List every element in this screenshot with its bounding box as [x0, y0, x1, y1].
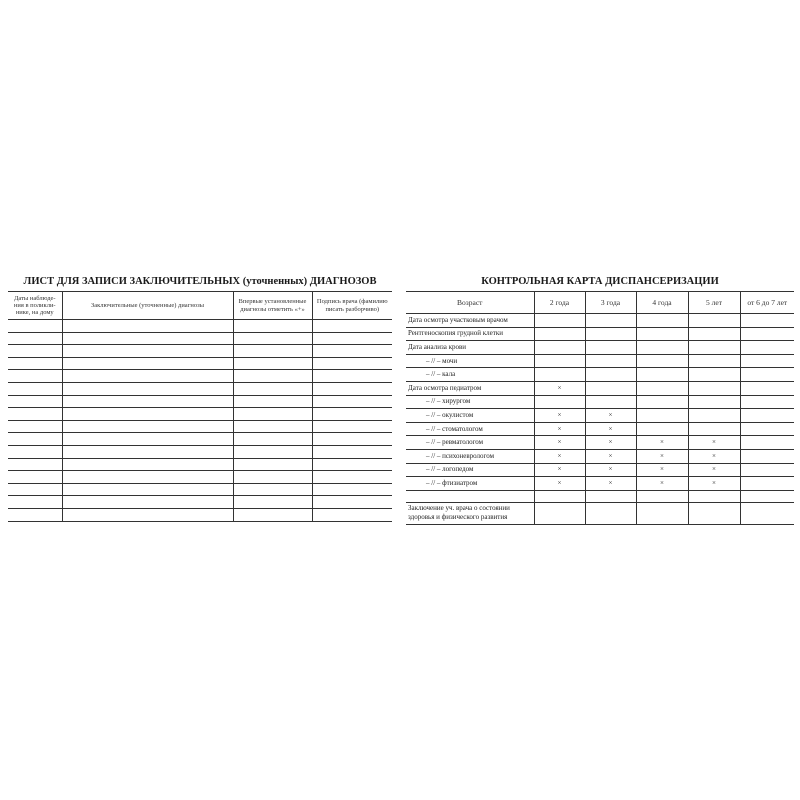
dispensary-row — [406, 327, 794, 341]
diagnosis-entry-row — [8, 370, 392, 383]
dispensary-mark-cell — [688, 368, 740, 382]
diagnosis-entry-row — [8, 508, 392, 521]
dispensary-mark-cell — [688, 314, 740, 328]
dispensary-row-label: – // – окулистом — [406, 409, 534, 423]
diagnosis-entry-cell — [312, 471, 392, 484]
dispensary-mark-cell — [534, 327, 585, 341]
dispensary-mark-cell — [688, 341, 740, 355]
dispensary-mark-cell: × — [534, 409, 585, 423]
diagnosis-entry-cell — [62, 357, 233, 370]
column-header-age-6-7: от 6 до 7 лет — [740, 292, 794, 314]
dispensary-row — [406, 381, 794, 395]
diagnosis-entry-cell — [62, 345, 233, 358]
dispensary-mark-cell: × — [688, 463, 740, 477]
column-header-age-4: 4 года — [636, 292, 688, 314]
diagnosis-entry-cell — [233, 458, 312, 471]
diagnosis-entry-cell — [62, 395, 233, 408]
dispensary-mark-cell — [740, 422, 794, 436]
dispensary-mark-cell — [740, 436, 794, 450]
dispensary-row-label: – // – мочи — [406, 354, 534, 368]
diagnosis-entry-cell — [8, 496, 62, 509]
dispensary-mark-cell: × — [688, 477, 740, 491]
dispensary-mark-cell — [740, 327, 794, 341]
column-header-first-diagnosed: Впервые установленные диагнозы отметить «+» — [233, 292, 312, 320]
column-header-age-2: 2 года — [534, 292, 585, 314]
dispensary-row-label: – // – логопедом — [406, 463, 534, 477]
diagnosis-entry-cell — [233, 420, 312, 433]
diagnosis-entry-cell — [8, 445, 62, 458]
diagnosis-entry-cell — [233, 395, 312, 408]
diagnosis-entry-cell — [233, 345, 312, 358]
dispensary-mark-cell — [740, 368, 794, 382]
dispensary-mark-cell — [585, 314, 636, 328]
dispensary-mark-cell — [740, 449, 794, 463]
diagnosis-entry-cell — [8, 408, 62, 421]
diagnosis-entry-cell — [233, 320, 312, 333]
dispensary-row — [406, 463, 794, 477]
dispensary-conclusion-cell — [534, 502, 585, 524]
diagnosis-entry-cell — [312, 445, 392, 458]
left-sheet-title: ЛИСТ ДЛЯ ЗАПИСИ ЗАКЛЮЧИТЕЛЬНЫХ (уточненных) ДИАГНОЗОВ — [23, 276, 377, 287]
dispensary-row — [406, 354, 794, 368]
dispensary-mark-cell: × — [534, 381, 585, 395]
dispensary-mark-cell — [636, 409, 688, 423]
dispensary-mark-cell — [688, 354, 740, 368]
diagnosis-entry-cell — [312, 458, 392, 471]
dispensary-row — [406, 436, 794, 450]
diagnosis-entry-row — [8, 382, 392, 395]
diagnosis-entry-cell — [62, 508, 233, 521]
diagnosis-entry-row — [8, 320, 392, 333]
column-header-age: Возраст — [406, 292, 534, 314]
diagnosis-entry-cell — [8, 370, 62, 383]
diagnosis-entry-cell — [312, 320, 392, 333]
dispensary-blank-row — [406, 490, 794, 502]
dispensary-mark-cell — [740, 463, 794, 477]
dispensary-mark-cell — [688, 422, 740, 436]
dispensary-mark-cell: × — [585, 477, 636, 491]
diagnosis-entry-cell — [312, 332, 392, 345]
diagnosis-entry-cell — [312, 408, 392, 421]
diagnosis-entry-row — [8, 408, 392, 421]
diagnosis-entry-cell — [62, 445, 233, 458]
diagnosis-entry-cell — [312, 345, 392, 358]
diagnosis-entry-cell — [62, 408, 233, 421]
dispensary-mark-cell: × — [534, 436, 585, 450]
diagnosis-entry-cell — [8, 483, 62, 496]
right-sheet-title: КОНТРОЛЬНАЯ КАРТА ДИСПАНСЕРИЗАЦИИ — [481, 276, 719, 287]
diagnosis-entry-cell — [8, 345, 62, 358]
diagnosis-entry-cell — [8, 382, 62, 395]
dispensary-row-label: Дата осмотра педиатром — [406, 381, 534, 395]
final-diagnoses-table — [8, 291, 392, 522]
diagnosis-entry-cell — [312, 382, 392, 395]
dispensary-mark-cell — [636, 395, 688, 409]
diagnosis-entry-row — [8, 445, 392, 458]
diagnosis-entry-row — [8, 395, 392, 408]
dispensary-mark-cell: × — [585, 463, 636, 477]
dispensary-conclusion-cell — [636, 502, 688, 524]
diagnosis-entry-cell — [233, 496, 312, 509]
dispensary-mark-cell — [534, 368, 585, 382]
dispensary-mark-cell — [636, 422, 688, 436]
diagnosis-entry-cell — [8, 508, 62, 521]
diagnosis-entry-cell — [233, 332, 312, 345]
dispensary-mark-cell — [688, 395, 740, 409]
diagnosis-entry-cell — [62, 382, 233, 395]
dispensary-mark-cell: × — [636, 463, 688, 477]
dispensary-mark-cell — [740, 354, 794, 368]
diagnosis-entry-cell — [312, 395, 392, 408]
diagnosis-entry-row — [8, 471, 392, 484]
dispensary-row — [406, 314, 794, 328]
diagnosis-entry-cell — [312, 508, 392, 521]
diagnosis-entry-cell — [8, 320, 62, 333]
diagnosis-entry-cell — [8, 471, 62, 484]
dispensary-mark-cell — [534, 354, 585, 368]
dispensary-conclusion-cell — [688, 502, 740, 524]
diagnosis-entry-cell — [233, 471, 312, 484]
dispensary-mark-cell — [636, 327, 688, 341]
dispensary-row-label: Дата анализа крови — [406, 341, 534, 355]
dispensary-mark-cell — [534, 395, 585, 409]
dispensary-mark-cell — [740, 341, 794, 355]
diagnosis-entry-cell — [62, 420, 233, 433]
diagnosis-entry-cell — [8, 332, 62, 345]
dispensary-conclusion-cell — [740, 502, 794, 524]
dispensary-mark-cell — [740, 409, 794, 423]
diagnosis-entry-cell — [8, 420, 62, 433]
diagnosis-entry-cell — [8, 395, 62, 408]
dispensary-row — [406, 368, 794, 382]
dispensary-blank-cell — [585, 490, 636, 502]
dispensary-mark-cell — [688, 327, 740, 341]
diagnosis-entry-row — [8, 357, 392, 370]
dispensary-blank-cell — [406, 490, 534, 502]
dispensary-mark-cell — [636, 381, 688, 395]
dispensary-row-label: – // – стоматологом — [406, 422, 534, 436]
dispensary-row — [406, 341, 794, 355]
dispensary-mark-cell — [636, 368, 688, 382]
dispensary-mark-cell — [740, 477, 794, 491]
dispensary-mark-cell: × — [585, 422, 636, 436]
dispensary-mark-cell — [688, 409, 740, 423]
column-header-doctor-signature: Подпись врача (фамилию писать разборчиво) — [312, 292, 392, 320]
dispensary-row-label: – // – психоневрологом — [406, 449, 534, 463]
dispensary-row-label: – // – ревматологом — [406, 436, 534, 450]
diagnosis-entry-cell — [62, 471, 233, 484]
diagnosis-entry-cell — [233, 382, 312, 395]
dispensary-mark-cell — [636, 314, 688, 328]
diagnosis-entry-cell — [312, 496, 392, 509]
dispensary-mark-cell: × — [534, 422, 585, 436]
diagnosis-entry-row — [8, 420, 392, 433]
dispensary-mark-cell — [688, 381, 740, 395]
dispensary-mark-cell — [585, 368, 636, 382]
diagnosis-entry-row — [8, 496, 392, 509]
diagnosis-entry-cell — [62, 332, 233, 345]
dispensary-mark-cell — [740, 314, 794, 328]
diagnosis-entry-cell — [62, 433, 233, 446]
dispensary-blank-cell — [688, 490, 740, 502]
dispensary-mark-cell: × — [534, 477, 585, 491]
dispensary-mark-cell: × — [585, 436, 636, 450]
dispensary-mark-cell — [585, 341, 636, 355]
diagnosis-entry-cell — [62, 458, 233, 471]
dispensary-conclusion-cell — [585, 502, 636, 524]
dispensary-control-table — [406, 291, 794, 525]
diagnosis-entry-cell — [8, 458, 62, 471]
dispensary-mark-cell: × — [534, 463, 585, 477]
diagnosis-entry-cell — [233, 408, 312, 421]
dispensary-mark-cell: × — [585, 449, 636, 463]
dispensary-mark-cell — [585, 381, 636, 395]
dispensary-mark-cell: × — [688, 449, 740, 463]
dispensary-row-label: – // – хирургом — [406, 395, 534, 409]
diagnosis-entry-cell — [312, 483, 392, 496]
dispensary-row — [406, 449, 794, 463]
dispensary-row — [406, 409, 794, 423]
dispensary-conclusion-label: Заключение уч. врача о состоянии здоровья и физического развития — [406, 502, 534, 524]
diagnosis-entry-cell — [233, 433, 312, 446]
dispensary-row — [406, 422, 794, 436]
dispensary-mark-cell — [534, 314, 585, 328]
dispensary-row — [406, 477, 794, 491]
dispensary-blank-cell — [636, 490, 688, 502]
dispensary-mark-cell — [636, 354, 688, 368]
diagnosis-entry-cell — [62, 370, 233, 383]
dispensary-row-label: Дата осмотра участковым врачом — [406, 314, 534, 328]
dispensary-mark-cell — [534, 341, 585, 355]
dispensary-row-label: – // – фтизиатром — [406, 477, 534, 491]
column-header-age-3: 3 года — [585, 292, 636, 314]
dispensary-mark-cell: × — [636, 477, 688, 491]
dispensary-blank-cell — [740, 490, 794, 502]
dispensary-row-label: – // – кала — [406, 368, 534, 382]
dispensary-mark-cell — [585, 354, 636, 368]
diagnosis-entry-row — [8, 345, 392, 358]
diagnosis-entry-cell — [312, 433, 392, 446]
diagnosis-entry-row — [8, 458, 392, 471]
dispensary-row-label: Рентгеноскопия грудной клетки — [406, 327, 534, 341]
diagnosis-entry-cell — [62, 496, 233, 509]
diagnosis-entry-cell — [8, 357, 62, 370]
dispensary-mark-cell — [585, 327, 636, 341]
final-diagnoses-header-row — [8, 292, 392, 320]
diagnosis-entry-cell — [312, 357, 392, 370]
diagnosis-entry-cell — [62, 320, 233, 333]
diagnosis-entry-cell — [312, 420, 392, 433]
diagnosis-entry-row — [8, 433, 392, 446]
dispensary-conclusion-row — [406, 502, 794, 524]
diagnosis-entry-cell — [233, 508, 312, 521]
diagnosis-entry-cell — [312, 370, 392, 383]
dispensary-mark-cell — [740, 395, 794, 409]
diagnosis-entry-cell — [233, 445, 312, 458]
dispensary-mark-cell: × — [688, 436, 740, 450]
dispensary-mark-cell: × — [534, 449, 585, 463]
column-header-dates: Даты наблюде-ния в поликли-нике, на дому — [8, 292, 62, 320]
column-header-diagnoses: Заключительные (уточненные) диагнозы — [62, 292, 233, 320]
dispensary-header-row — [406, 292, 794, 314]
diagnosis-entry-cell — [62, 483, 233, 496]
diagnosis-entry-cell — [233, 483, 312, 496]
dispensary-mark-cell — [636, 341, 688, 355]
diagnosis-entry-cell — [233, 357, 312, 370]
diagnosis-entry-cell — [233, 370, 312, 383]
dispensary-mark-cell — [585, 395, 636, 409]
dispensary-mark-cell: × — [636, 449, 688, 463]
dispensary-blank-cell — [534, 490, 585, 502]
dispensary-mark-cell: × — [585, 409, 636, 423]
diagnosis-entry-row — [8, 332, 392, 345]
dispensary-mark-cell: × — [636, 436, 688, 450]
dispensary-mark-cell — [740, 381, 794, 395]
diagnosis-entry-cell — [8, 433, 62, 446]
dispensary-row — [406, 395, 794, 409]
diagnosis-entry-row — [8, 483, 392, 496]
column-header-age-5: 5 лет — [688, 292, 740, 314]
